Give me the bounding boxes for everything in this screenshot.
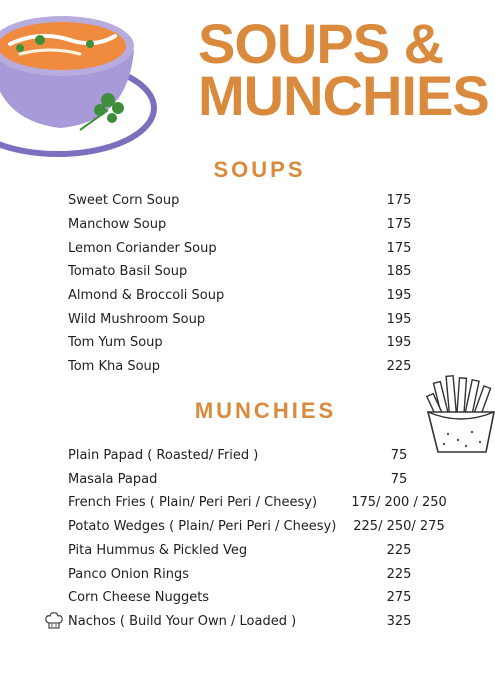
menu-item-price: 225 bbox=[386, 359, 412, 374]
soup-bowl-icon bbox=[0, 0, 160, 160]
menu-item-price: 175 bbox=[386, 241, 412, 256]
menu-item-price: 75 bbox=[390, 448, 408, 463]
title-line-2: MUNCHIES bbox=[198, 64, 489, 127]
menu-item-price: 195 bbox=[386, 288, 412, 303]
menu-item-name: Potato Wedges ( Plain/ Peri Peri / Cheesy) bbox=[68, 519, 337, 534]
menu-item-name: Tom Yum Soup bbox=[68, 335, 163, 350]
menu-item-price: 275 bbox=[386, 590, 412, 605]
menu-item-price: 175 bbox=[386, 217, 412, 232]
page-title bbox=[198, 12, 489, 127]
menu-item-name: Panco Onion Rings bbox=[68, 567, 190, 582]
menu-item-price: 225 bbox=[386, 567, 412, 582]
chef-hat-icon bbox=[44, 611, 64, 631]
menu-item-name: Almond & Broccoli Soup bbox=[68, 288, 225, 303]
title-line-1: SOUPS & bbox=[198, 12, 444, 75]
menu-item-name: Pita Hummus & Pickled Veg bbox=[68, 543, 248, 558]
menu-item-name: French Fries ( Plain/ Peri Peri / Cheesy) bbox=[68, 495, 318, 510]
menu-item-name: Plain Papad ( Roasted/ Fried ) bbox=[68, 448, 259, 463]
soups-heading: SOUPS bbox=[213, 157, 306, 182]
menu-item-price: 185 bbox=[386, 264, 412, 279]
menu-item-name: Lemon Coriander Soup bbox=[68, 241, 217, 256]
menu-item-price: 175/ 200 / 250 bbox=[351, 495, 447, 510]
menu-item-price: 225 bbox=[386, 543, 412, 558]
menu-item-price: 325 bbox=[386, 614, 412, 629]
menu-item-price: 75 bbox=[390, 472, 408, 487]
menu-item-name: Manchow Soup bbox=[68, 217, 167, 232]
munchies-heading: MUNCHIES bbox=[194, 398, 337, 423]
menu-item-name: Wild Mushroom Soup bbox=[68, 312, 206, 327]
menu-item-price: 195 bbox=[386, 312, 412, 327]
menu-item-name: Masala Papad bbox=[68, 472, 158, 487]
menu-item-price: 195 bbox=[386, 335, 412, 350]
menu-item-price: 175 bbox=[386, 193, 412, 208]
menu-item-name: Sweet Corn Soup bbox=[68, 193, 180, 208]
menu-item-name: Nachos ( Build Your Own / Loaded ) bbox=[68, 614, 297, 629]
menu-item-name: Tomato Basil Soup bbox=[68, 264, 188, 279]
menu-item-name: Tom Kha Soup bbox=[68, 359, 161, 374]
menu-item-name: Corn Cheese Nuggets bbox=[68, 590, 210, 605]
menu-item-price: 225/ 250/ 275 bbox=[353, 519, 445, 534]
